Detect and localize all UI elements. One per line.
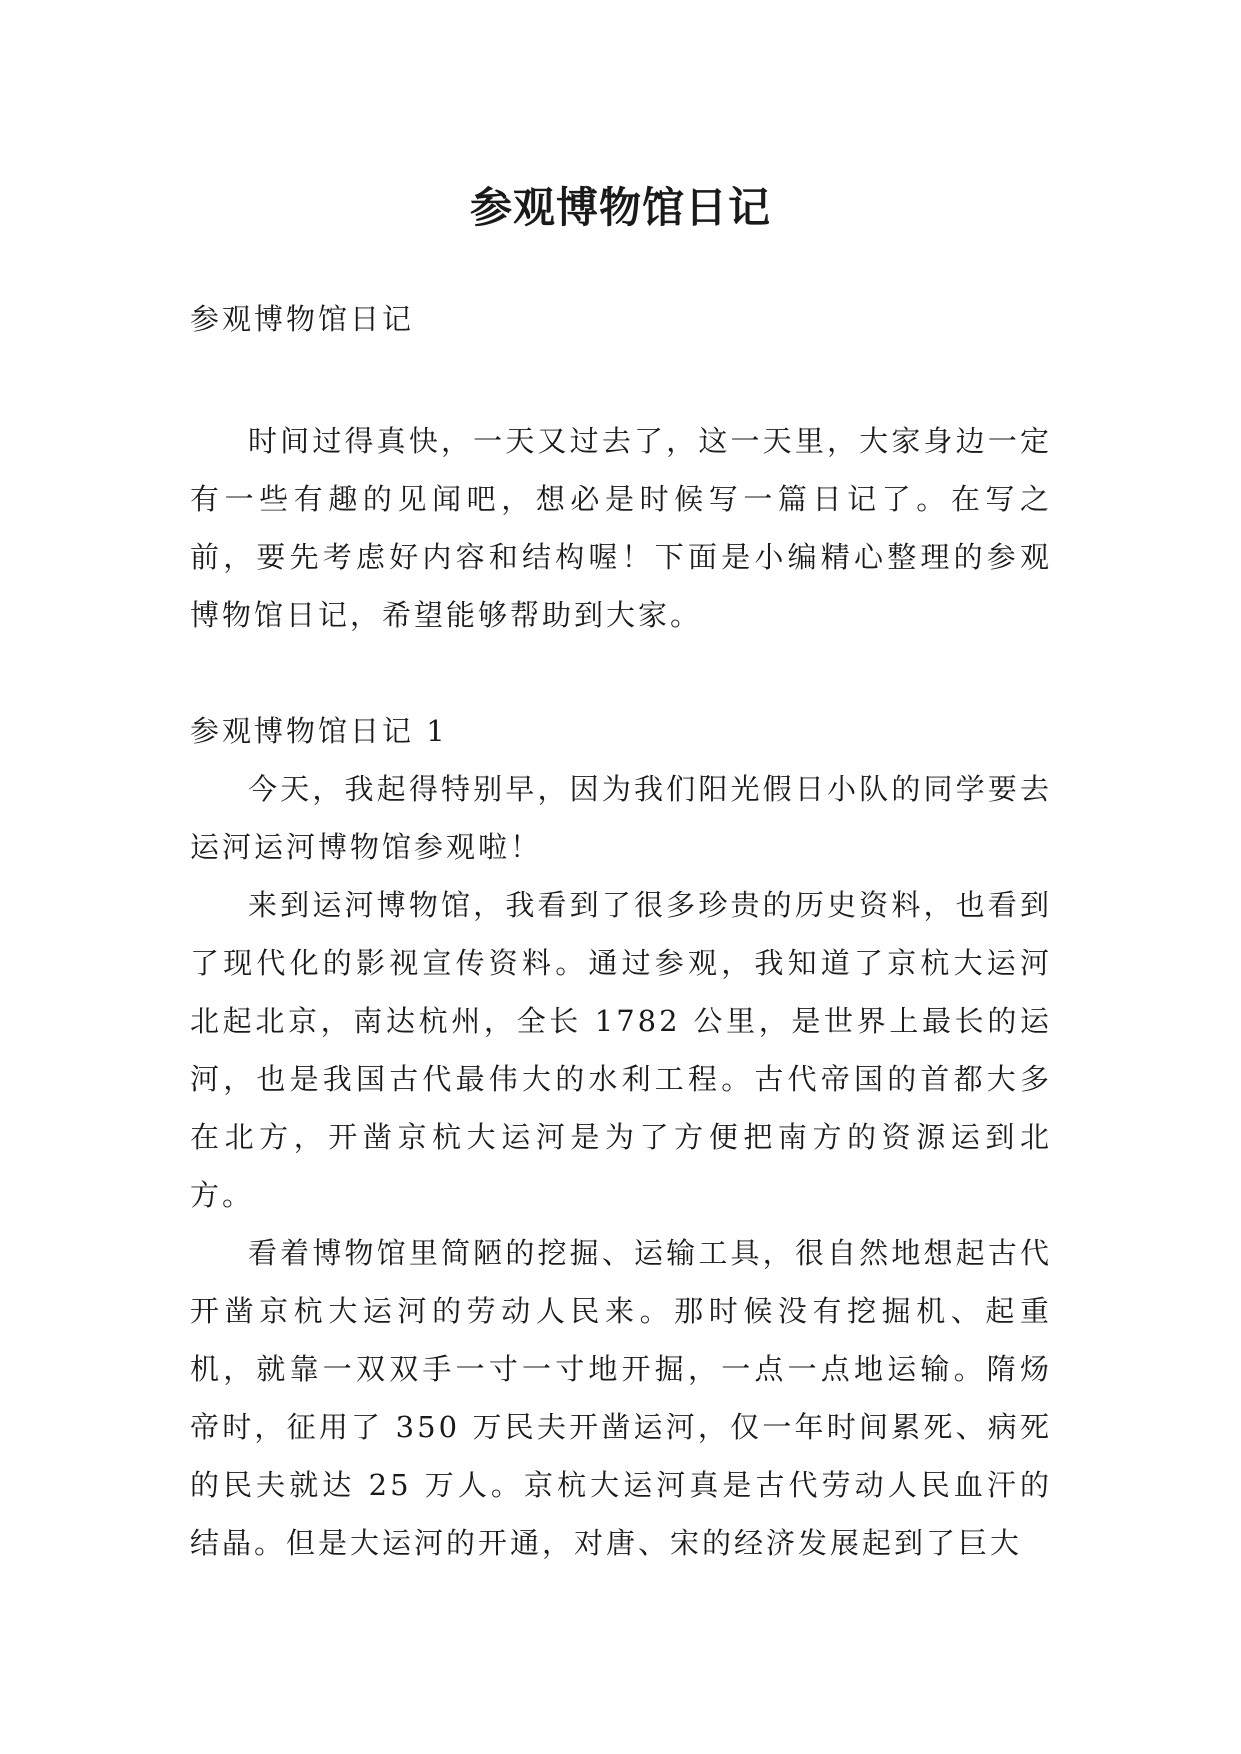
body-paragraph: 看着博物馆里简陋的挖掘、运输工具，很自然地想起古代开凿京杭大运河的劳动人民来。那时候没有挖掘机、起重机，就靠一双双手一寸一寸地开掘，一点一点地运输。隋炀帝时，征用了 350 万民夫开凿运河，仅一年时间累死、病死的民夫就达 25 万人。京杭大运河真是古代劳动人民血汗的结晶。但是大运河的开通，对唐、宋的经济发展起到了巨大 bbox=[190, 1236, 1052, 1560]
spacer bbox=[190, 348, 1052, 412]
document-body bbox=[190, 290, 1052, 1572]
body-paragraph: 来到运河博物馆，我看到了很多珍贵的历史资料，也看到了现代化的影视宣传资料。通过参观，我知道了京杭大运河北起北京，南达杭州，全长 1782 公里，是世界上最长的运河，也是我国古代最伟大的水利工程。古代帝国的首都大多在北方，开凿京杭大运河是为了方便把南方的资源运到北方。 bbox=[190, 888, 1052, 1212]
section-heading: 参观博物馆日记 1 bbox=[190, 714, 448, 748]
spacer bbox=[190, 644, 1052, 702]
body-paragraph: 今天，我起得特别早，因为我们阳光假日小队的同学要去运河运河博物馆参观啦！ bbox=[190, 772, 1052, 864]
intro-paragraph: 时间过得真快，一天又过去了，这一天里，大家身边一定有一些有趣的见闻吧，想必是时候写一篇日记了。在写之前，要先考虑好内容和结构喔！下面是小编精心整理的参观博物馆日记，希望能够帮助到大家。 bbox=[190, 424, 1052, 632]
document-subtitle: 参观博物馆日记 bbox=[190, 302, 415, 336]
document-title: 参观博物馆日记 bbox=[469, 183, 771, 233]
